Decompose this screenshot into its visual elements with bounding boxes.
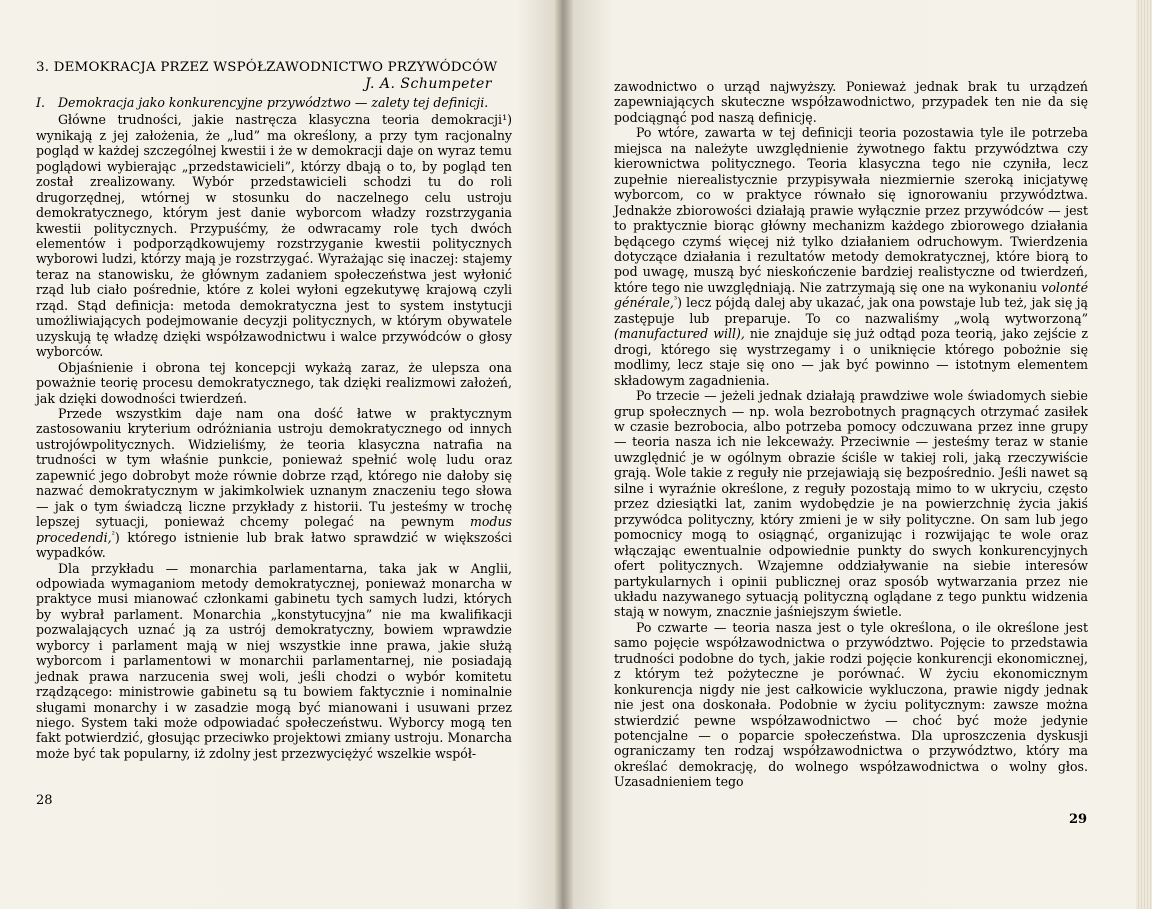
footnote-marker: ³: [673, 295, 678, 305]
paragraph: Po czwarte — teoria nasza jest o tyle określona, o ile określone jest samo pojęcie współzawodnictwa o przywództwo. Pojęcie to przedstawia trudności podobne do tych, jakie rodzi pojęcie konkurencji ekonomicznej, z którym też pożyteczne je porównać. W życiu ekonomicznym konkurencja nigdy nie jest całkowicie wykluczona, prawie nigdy jednak nie jest ona doskonała. Podobnie w życiu politycznym: zawsze można stwierdzić pewne współzawodnictwo — choć być może jedynie potencjalne — o poparcie społeczeństwa. Dla uproszczenia dyskusji ograniczamy ten rodzaj współzawodnictwa o przywództwo, który ma określać demokrację, do wolnego współzawodnictwa o wolny głos. Uzasadnieniem tego: [614, 619, 1088, 790]
page-number-left: 28: [36, 793, 53, 808]
paragraph-text: ) którego istnienie lub brak łatwo sprawdzić w większości wypadków.: [36, 529, 512, 561]
english-phrase: (manufactured will),: [614, 326, 745, 342]
author-name: J. A. Schumpeter: [364, 76, 492, 93]
paragraph: Główne trudności, jakie nastręcza klasyczna teoria demokracji¹) wynikają z jej założenia, że „lud” ma określony, a przy tym racjonalny pogląd w każdej szczególnej kwestii i że w demokracji daje on wyraz temu poglądowi wybierając „przedstawicieli”, którzy dbają o to, by pogląd ten został zrealizowany. Wybór przedstawicieli schodzi tu do roli drugorzędnej, wtórnej w stosunku do naczelnego celu ustroju demokratycznego, którym jest danie wyborcom władzy rozstrzygania kwestii politycznych. Przypuśćmy, że odwracamy role tych dwóch elementów i podporządkowujemy rozstrzyganie kwestii politycznych wyborowi ludzi, którzy mają je rozstrzygać. Wyrażając się inaczej: stajemy teraz na stanowisku, że głównym zadaniem społeczeństwa jest wyłonić rząd lub ciało pośrednie, które z kolei wyłoni egzekutywę krajową czyli rząd. Stąd definicja: metoda demokratyczna jest to system instytucji umożliwiających podejmowanie decyzji politycznych, w którym obywatele uzyskują tę władzę dzięki współzawodnictwu i walce przywódców o głosy wyborców.: [36, 112, 512, 360]
left-page-text: [36, 60, 512, 761]
paragraph-text: Przede wszystkim daje nam ona dość łatwe w praktycznym zastosowaniu kryterium odróżniania ustroju demokratycznego od innych ustrojówpolitycznych. Widzieliśmy, że teoria klasyczna natrafia na trudności w tym właśnie punkcie, ponieważ spełnić wolę ludu oraz zapewnić jego dobrobyt może równie dobrze rząd, którego nie dałoby się nazwać demokratycznym w jakimkolwiek uznanym znaczeniu tego słowa — jak o tym świadczą liczne przykłady z historii. Tu jesteśmy w trochę lepszej sytuacji, ponieważ chcemy polegać na pewnym: [36, 405, 512, 530]
paragraph: Dla przykładu — monarchia parlamentarna, taka jak w Anglii, odpowiada wymaganiom metody demokratycznej, ponieważ monarcha w praktyce musi mianować członkami gabinetu tych samych ludzi, których by wybrał parlament. Monarchia „konstytucyjna” nie ma kwalifikacji pozwalających uznać ją za ustrój demokratyczny, bowiem wprawdzie wyborcy i parlament mają w niej wszystkie inne prawa, jakie służą wyborcom i parlamentowi w monarchii parlamentarnej, nie posiadają jednak prawa narzucenia swej woli, jeśli chodzi o wybór komitetu rządzącego: ministrowie gabinetu są tu bowiem faktycznie i nominalnie sługami monarchy i w zasadzie mogą być mianowani i usuwani przez niego. System taki może odpowiadać społeczeństwu. Wyborcy mogą ten fakt potwierdzić, głosując przeciwko projektowi zmiany ustroju. Monarcha może być tak popularny, iż zdolny jest przezwyciężyć wszelkie współ-: [36, 560, 512, 761]
paragraph: Po trzecie — jeżeli jednak działają prawdziwe wole świadomych siebie grup społecznych — np. wola bezrobotnych pragnących otrzymać zasiłek w czasie bezrobocia, albo potrzeba pomocy odczuwana przez inne grupy — teoria nasza ich nie lekceważy. Przeciwnie — jesteśmy teraz w stanie uwzględnić je w ogólnym obrazie ściśle w takiej roli, jaką rzeczywiście grają. Wole takie z reguły nie przejawiają się bezpośrednio. Jeśli nawet są silne i wyraźnie określone, z reguły pozostają mimo to w ukryciu, często przez dziesiątki lat, zanim wydobędzie je na powierzchnię życia jakiś przywódca polityczny, który zmieni je w siły polityczne. On sam lub jego pomocnicy mogą to osiągnąć, organizując i rozwijając te wole oraz włączając ewentualnie odpowiednie punkty do swych konkurencyjnych ofert politycznych. Wzajemne oddziaływanie na siebie interesów partykularnych i opinii publicznej oraz sposób wytwarzania przez nie układu nazywanego sytuacją polityczną oglądane z tego punktu widzenia stają w nowym, znacznie jaśniejszym świetle.: [614, 388, 1088, 620]
book-gutter: [555, 0, 573, 909]
paragraph: zawodnictwo o urząd najwyższy. Ponieważ jednak brak tu urządzeń zapewniających skuteczne współzawodnictwo, przypadek ten nie da się podciągnąć pod naszą definicję.: [614, 79, 1088, 125]
page-number-right: 29: [1069, 812, 1088, 827]
paragraph-text: ) lecz pójdą dalej aby ukazać, jak ona powstaje lub też, jak się ją zastępuje lub preparuje. To co nazwaliśmy „wolą wytworzoną”: [614, 295, 1088, 326]
section-title: Demokracja jako konkurencyjne przywództwo — zalety tej definicji.: [58, 94, 489, 110]
french-phrase: volonté générale,: [614, 279, 1088, 311]
paragraph: Objaśnienie i obrona tej koncepcji wykażą zaraz, że ulepsza ona poważnie teorię procesu demokratycznego, tak dzięki realizmowi założeń, jak dzięki dowodności twierdzeń.: [36, 359, 512, 406]
paragraph: [36, 406, 512, 561]
section-number: I.: [36, 94, 45, 110]
footnote-marker: ²: [111, 529, 115, 539]
right-page-text: [614, 79, 1088, 790]
latin-phrase: modus procedendi,: [36, 514, 512, 545]
section-heading: [36, 95, 512, 110]
paragraph: [614, 125, 1088, 388]
paragraph-text: Po wtóre, zawarta w tej definicji teoria pozostawia tyle ile potrzeba miejsca na należyte uwzględnienie żywotnego faktu przywództwa czy kierownictwa politycznego. Teoria klasyczna tego nie czyniła, lecz zupełnie nierealistycznie przypisywała niezmiernie szeroką inicjatywę wyborcom, co w praktyce równało się ignorowaniu przywództwa. Jednakże zbiorowości działają prawie wyłącznie przez przywódców — jest to praktycznie biorąc główny mechanizm każdego zbiorowego działania będącego czymś więcej niż tylko działaniem odruchowym. Twierdzenia dotyczące działania i rezultatów metody demokratycznej, które biorą to pod uwagę, muszą być nieskończenie bardziej realistyczne od twierdzeń, które tego nie uwzględniają. Nie zatrzymają się one na wykonaniu: [614, 125, 1088, 295]
page-edges: [1136, 0, 1152, 909]
paragraph-text: nie znajduje się już odtąd poza teorią, jako zejście z drogi, którego się wystrzegamy i o uniknięcie którego pobożnie się modlimy, lecz staje się ono — jak być powinno — istotnym elementem składowym zagadnienia.: [614, 326, 1089, 388]
chapter-title: 3. DEMOKRACJA PRZEZ WSPÓŁZAWODNICTWO PRZYWÓDCÓW: [36, 60, 498, 75]
